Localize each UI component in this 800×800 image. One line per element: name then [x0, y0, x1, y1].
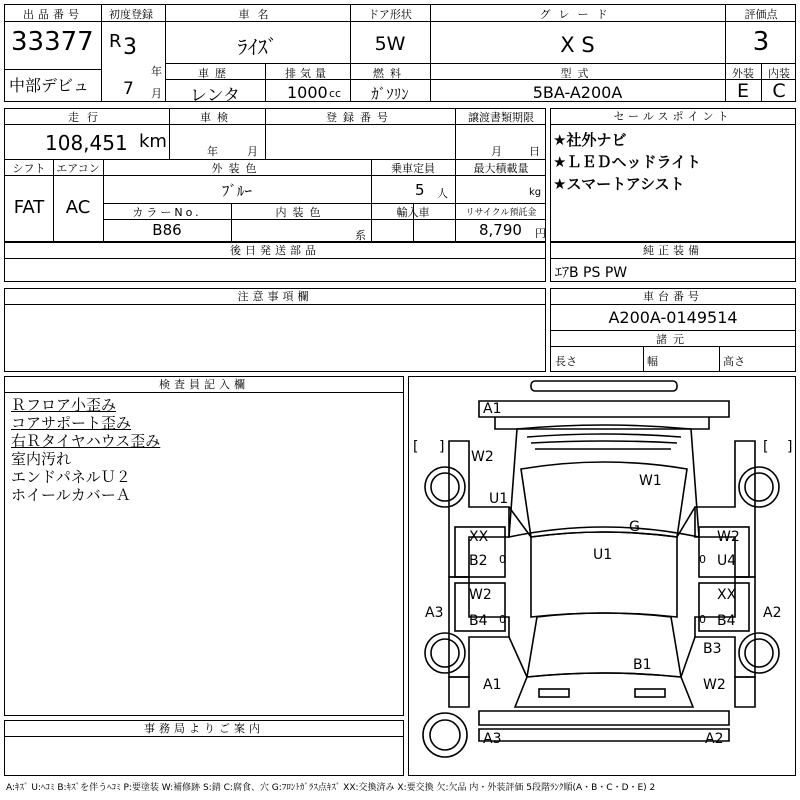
damage-label: 0: [699, 553, 706, 566]
inspection-label: 車検: [200, 111, 234, 124]
damage-label: A2: [763, 605, 782, 621]
damage-label: A1: [483, 677, 502, 693]
inspector-title: 検査員記入欄: [5, 377, 403, 393]
damage-label: U1: [489, 491, 509, 507]
notes-box: [4, 288, 546, 372]
interior-label: 内装: [768, 67, 790, 80]
door: 5W: [374, 33, 406, 55]
damage-label: G: [629, 519, 640, 535]
damage-label: U4: [717, 553, 737, 569]
damage-label: U1: [593, 547, 613, 563]
car-name-label: 車名: [238, 8, 277, 21]
transfer-label: 譲渡書類期限: [468, 111, 534, 124]
damage-label: A1: [483, 401, 502, 417]
capacity-unit: 人: [437, 187, 448, 200]
damage-label: B3: [703, 641, 722, 657]
reg-year-unit: 年: [151, 65, 162, 78]
history-label: 車歴: [198, 67, 232, 80]
era: R: [109, 31, 122, 52]
sales-point-item: ★社外ナビ: [553, 131, 627, 149]
details-grid: [4, 108, 546, 242]
damage-label: 0: [499, 553, 506, 566]
sales-points-box: [550, 108, 796, 242]
capacity-label: 乗車定員: [391, 162, 435, 175]
damage-label: W2: [717, 529, 740, 545]
door-label: ドア形状: [368, 8, 412, 21]
displacement-unit: cc: [329, 87, 342, 100]
tail-lamp-left: [539, 689, 569, 697]
damage-label: A3: [425, 605, 444, 621]
displacement: 1000: [287, 83, 328, 102]
damage-diagram: [408, 376, 796, 776]
model-label: 型式: [560, 67, 595, 80]
lot-no-cell: [5, 5, 101, 101]
front-bumper: [479, 401, 729, 417]
damage-label: XX: [469, 529, 489, 545]
inspector-list: [11, 396, 160, 504]
office-box: [4, 720, 404, 776]
fuel: ｶﾞｿﾘﾝ: [371, 85, 409, 103]
dim-width-label: 幅: [647, 355, 658, 368]
chassis-box: [550, 288, 796, 372]
mileage-label: 走行: [68, 111, 106, 124]
damage-label: B4: [469, 613, 488, 629]
front-bumper-top: [531, 381, 677, 391]
load-unit: kg: [529, 187, 542, 198]
damage-label: W1: [639, 473, 662, 489]
inspector-note-item: コアサポート歪み: [11, 414, 132, 432]
interior-color-label: 内装色: [275, 206, 327, 219]
roof: [531, 532, 677, 617]
lot-no: 33377: [11, 27, 94, 57]
inspector-note-item: 右Ｒタイヤハウス歪み: [11, 432, 161, 450]
damage-label: W2: [469, 587, 492, 603]
model: 5BA-A200A: [532, 83, 623, 102]
load-label: 最大積載量: [473, 162, 529, 175]
bracket-left: [: [413, 439, 419, 455]
fuel-label: 燃料: [373, 67, 407, 80]
equipment-value: ｴｱB PS PW: [555, 265, 628, 281]
score: 3: [752, 27, 770, 57]
chassis-title: 車台番号: [551, 289, 795, 305]
damage-label: XX: [717, 587, 737, 603]
transfer-day-unit: 日: [529, 145, 540, 158]
damage-label: B2: [469, 553, 488, 569]
inspector-box: [4, 376, 404, 716]
mileage: 108,451: [45, 131, 128, 155]
rear-bumper: [479, 711, 729, 725]
damage-label: A3: [483, 731, 502, 747]
later-parts-title: 後日発送部品: [5, 243, 545, 259]
score-label: 評価点: [744, 8, 778, 21]
equipment-title: 純正装備: [551, 243, 795, 259]
reg-month: 7: [123, 79, 134, 99]
exterior-grade: E: [736, 80, 749, 102]
color-no: B86: [152, 221, 182, 239]
inspector-note-item: ホイールカバーＡ: [11, 486, 131, 504]
office-title: 事務局よりご案内: [5, 721, 403, 737]
car-outline-svg: [409, 377, 795, 775]
recycle-label: リサイクル預託金: [465, 208, 537, 218]
inspector-note-item: 室内汚れ: [11, 450, 72, 468]
notes-title: 注意事項欄: [5, 289, 545, 305]
sales-points-title: セールスポイント: [551, 109, 795, 125]
later-parts-box: [4, 242, 546, 282]
ac: AC: [65, 197, 91, 218]
grade: X S: [560, 33, 595, 57]
windshield: [521, 462, 687, 537]
inspector-note-item: エンドパネルＵ２: [11, 468, 131, 486]
sales-point-item: ★ＬＥＤヘッドライト: [553, 153, 701, 171]
history: レンタ: [190, 86, 240, 106]
sales-point-item: ★スマートアシスト: [553, 175, 685, 193]
shift: FAT: [13, 197, 45, 218]
transfer-month-unit: 月: [491, 145, 502, 158]
reg-no-label: 登録番号: [326, 111, 394, 124]
interior-color-unit: 系: [355, 229, 366, 242]
damage-label: B4: [717, 613, 736, 629]
rear-glass: [527, 613, 681, 677]
legend-text: A:ｷｽﾞ U:ﾍｺﾐ B:ｷｽﾞを伴うﾍｺﾐ P:要塗装 W:補修跡 S:錆 C:腐食、穴 G:ﾌﾛﾝﾄｶﾞﾗｽ点ｷｽﾞ XX:交換済み X:要交換 欠:欠品 内・外装評価 5段階ﾗﾝｸ順(A・B・C・D・E) 2: [6, 783, 656, 793]
color-no-label: カラーNo.: [132, 206, 202, 219]
inspection-year-unit: 年: [207, 145, 218, 158]
reg-year: 3: [123, 35, 137, 60]
capacity: 5: [415, 181, 425, 199]
first-reg-label: 初度登録: [109, 8, 153, 21]
venue: 中部デビュ: [9, 76, 90, 95]
recycle: 8,790: [479, 221, 522, 239]
import-label: 輸入車: [396, 206, 430, 219]
equipment-box: [550, 242, 796, 282]
car-name: ﾗｲｽﾞ: [237, 35, 278, 59]
inspection-month-unit: 月: [247, 145, 258, 158]
bracket-left-end: ]: [439, 439, 445, 455]
tail-lamp-right: [635, 689, 665, 697]
damage-label: 0: [699, 613, 706, 626]
reg-month-unit: 月: [151, 87, 162, 100]
exterior-label: 外装: [732, 67, 754, 80]
recycle-unit: 円: [535, 227, 546, 240]
dim-length-label: 長さ: [555, 355, 577, 368]
damage-label: W2: [703, 677, 726, 693]
dim-height-label: 高さ: [723, 355, 745, 368]
damage-label: W2: [471, 449, 494, 465]
damage-label: B1: [633, 657, 652, 673]
header-grid: [4, 4, 796, 106]
inspector-note-item: Ｒフロア小歪み: [11, 396, 117, 414]
bracket-right-end: ]: [787, 439, 793, 455]
interior-grade: C: [772, 80, 786, 102]
tailgate: [515, 673, 693, 707]
grade-label: グレード: [539, 8, 616, 21]
bracket-right: [: [763, 439, 769, 455]
shift-label: シフト: [12, 162, 46, 175]
chassis-number: A200A-0149514: [608, 308, 738, 327]
lot-no-label: 出品番号: [23, 8, 83, 21]
displacement-label: 排気量: [285, 67, 330, 80]
damage-label: A2: [705, 731, 724, 747]
color: ﾌﾞﾙｰ: [221, 182, 252, 200]
mileage-unit: km: [139, 131, 167, 152]
dims-title: 諸元: [656, 333, 690, 346]
ac-label: エアコン: [56, 162, 100, 175]
damage-label: 0: [499, 613, 506, 626]
color-label: 外装色: [211, 162, 263, 175]
